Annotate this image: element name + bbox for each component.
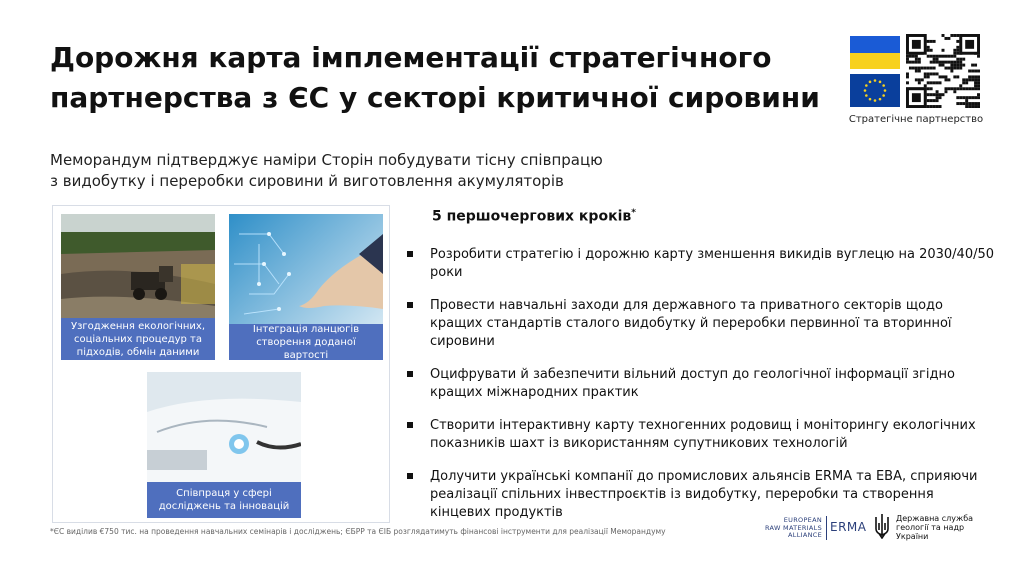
step-text: Провести навчальні заходи для державного та приватного секторів щодо кращих стандартів сталого видобутку й переробки первинної та вторинної сировини <box>430 298 952 349</box>
eu-star <box>864 89 867 92</box>
geology-service-logo <box>896 514 986 541</box>
tile-caption: Інтеграція ланцюгів створення доданої вартості <box>229 324 383 360</box>
footnote: *ЄС виділив €750 тис. на проведення навчальних семінарів і досліджень; ЄБРР та ЄІБ розглядатимуть фінансові інструменти для реалізації Меморандуму <box>50 527 666 536</box>
tile-caption: Узгодження екологічних, соціальних процедур та підходів, обмін даними <box>61 318 215 360</box>
erma-logo-word: ERMA <box>830 520 867 534</box>
list-item <box>404 417 994 453</box>
title-line-1: Дорожня карта імплементації стратегічного <box>50 41 772 74</box>
steps-title <box>432 208 636 225</box>
tile-digital <box>229 214 383 360</box>
eu-flag-icon <box>850 74 900 107</box>
geo-line-2: геології та надр <box>896 523 965 532</box>
trident-icon <box>874 513 890 539</box>
step-text: Створити інтерактивну карту техногенних родовищ і моніторингу екологічних показників шахт із використанням супутникових технологій <box>430 418 976 451</box>
partnership-caption: Стратегічне партнерство <box>848 114 984 125</box>
bullet-icon <box>407 251 413 257</box>
title-line-2: партнерства з ЄС у секторі критичної сировини <box>50 81 820 114</box>
eu-star <box>884 89 887 92</box>
page-title <box>50 38 830 118</box>
tile-caption: Співпраця у сфері досліджень та інновацій <box>147 482 301 518</box>
geo-line-3: України <box>896 532 929 541</box>
bullet-icon <box>407 302 413 308</box>
bullet-icon <box>407 473 413 479</box>
eu-star <box>874 99 877 102</box>
erma-line-3: ALLIANCE <box>788 531 822 539</box>
list-item <box>404 366 994 402</box>
subtitle-line-2: з видобутку і переробки сировини й виготовлення акумуляторів <box>50 172 564 190</box>
erma-logo-text <box>760 517 822 540</box>
steps-mark: * <box>631 208 636 218</box>
subtitle-line-1: Меморандум підтверджує наміри Сторін побудувати тісну співпрацю <box>50 151 603 169</box>
eu-star <box>874 79 877 82</box>
step-text: Розробити стратегію і дорожню карту зменшення викидів вуглецю на 2030/40/50 роки <box>430 247 995 280</box>
tile-mining <box>61 214 215 360</box>
bullet-icon <box>407 422 413 428</box>
subtitle <box>50 150 610 192</box>
list-item <box>404 246 994 282</box>
erma-line-1: EUROPEAN <box>783 516 822 524</box>
eu-star <box>879 98 882 101</box>
list-item <box>404 297 994 351</box>
ukraine-flag-icon <box>850 36 900 69</box>
erma-divider <box>826 516 827 540</box>
eu-star <box>869 81 872 84</box>
qr-code-icon[interactable] <box>906 34 980 108</box>
eu-star <box>882 84 885 87</box>
step-text: Долучити українські компанії до промислових альянсів ERMA та EBA, сприяючи реалізації спільних інвестпроєктів із видобутку, переробки та створення кінцевих продуктів <box>430 469 978 520</box>
image-panel <box>52 205 390 523</box>
geo-line-1: Державна служба <box>896 514 974 523</box>
steps-list <box>404 246 994 537</box>
eu-star <box>879 81 882 84</box>
bullet-icon <box>407 371 413 377</box>
erma-line-2: RAW MATERIALS <box>765 523 822 532</box>
steps-title-text: 5 першочергових кроків <box>432 208 632 225</box>
eu-star <box>865 84 868 87</box>
tile-ev <box>147 372 301 518</box>
eu-star <box>882 94 885 97</box>
eu-star <box>865 94 868 97</box>
step-text: Оцифрувати й забезпечити вільний доступ до геологічної інформації згідно кращих міжнародних практик <box>430 367 955 400</box>
eu-star <box>869 98 872 101</box>
